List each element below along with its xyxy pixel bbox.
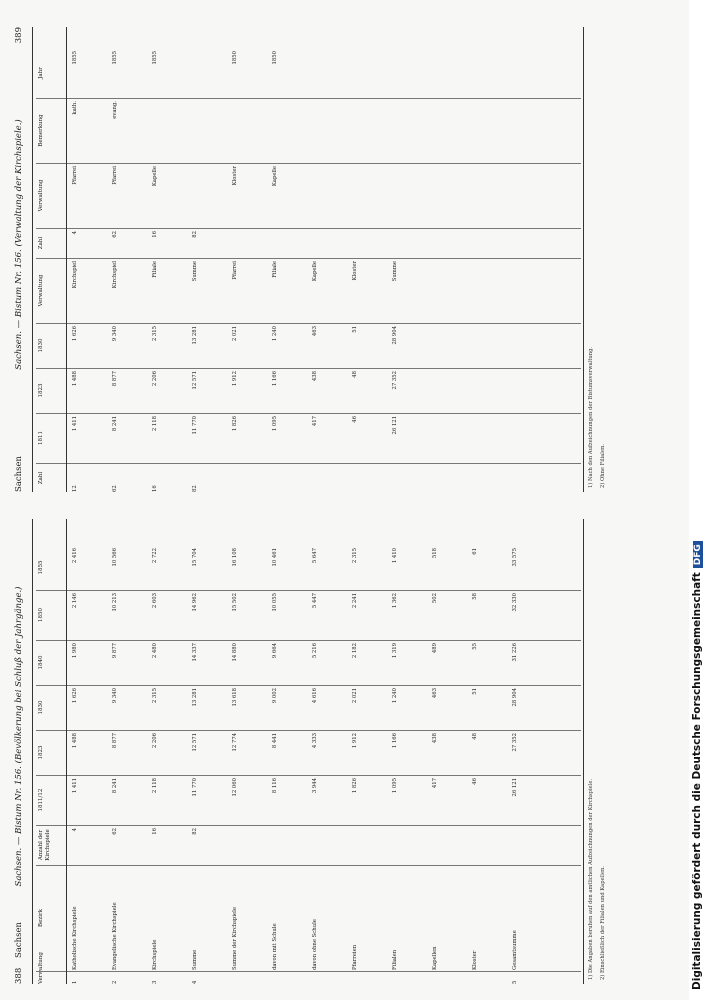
table-cell: 1 411: [72, 778, 78, 794]
table-cell: Kloster: [232, 166, 238, 186]
table-cell: 4: [72, 231, 78, 235]
table-cell: 32 330: [512, 593, 518, 612]
table-cell: 1 912: [232, 371, 238, 387]
table-cell: 1 319: [392, 643, 398, 659]
table-cell: 51: [352, 326, 358, 333]
table-row: [312, 27, 322, 492]
right-column-header: Zahl: [38, 236, 44, 250]
table-cell: 8 116: [272, 778, 278, 794]
table-cell: 463: [432, 688, 438, 699]
table-cell: 8 241: [112, 778, 118, 794]
table-cell: Katholische Kirchspiele: [72, 906, 78, 970]
table-cell: 16: [152, 485, 158, 492]
table-cell: 14 337: [192, 643, 198, 662]
table-cell: 2 603: [152, 593, 158, 609]
right-column-header: Zahl: [38, 471, 44, 485]
right-page-number: 389: [14, 27, 24, 44]
footnote-rule: [583, 27, 584, 492]
left-footnote-1: 1) Die Angaben beruhen auf den amtlichen Aufzeichnungen der Kirchspiele.: [588, 778, 594, 980]
table-cell: 1 411: [72, 416, 78, 432]
table-cell: 62: [112, 828, 118, 835]
table-cell: 463: [312, 326, 318, 337]
table-row: [152, 27, 162, 492]
table-cell: Kapelle: [312, 261, 318, 282]
table-cell: Pfarreien: [352, 944, 358, 970]
table-cell: 1 362: [392, 593, 398, 609]
table-cell: 438: [432, 733, 438, 744]
table-cell: Kirchspiel: [72, 261, 78, 289]
table-cell: 12 571: [192, 371, 198, 390]
table-cell: 1 912: [352, 733, 358, 749]
digitization-stamp: [689, 0, 707, 1000]
table-cell: 4 616: [312, 688, 318, 704]
stamp-text: Digitalisierung gefördert durch die Deutsche Forschungsgemeinschaft: [691, 572, 703, 990]
table-cell: 5 647: [312, 548, 318, 564]
table-row: [192, 519, 202, 984]
table-cell: 46: [472, 778, 478, 785]
table-row: [112, 27, 122, 492]
table-row: [352, 27, 362, 492]
table-cell: 8 877: [112, 371, 118, 387]
table-cell: 4: [72, 828, 78, 832]
table-cell: evang.: [112, 101, 118, 119]
table-cell: 1 410: [392, 548, 398, 564]
table-cell: Summe: [392, 261, 398, 282]
table-cell: 1 626: [72, 326, 78, 342]
table-cell: Evangelische Kirchspiele: [112, 902, 118, 970]
table-cell: 16 108: [232, 548, 238, 567]
table-cell: 28 904: [392, 326, 398, 345]
right-column-header: Jahr: [38, 67, 44, 79]
table-cell: 1855: [152, 51, 158, 65]
table-cell: 12: [72, 485, 78, 492]
table-cell: 26 121: [392, 416, 398, 435]
table-cell: 46: [352, 416, 358, 423]
table-cell: 10 055: [272, 593, 278, 612]
table-cell: 1850: [272, 51, 278, 65]
right-page-header-left: Sachsen: [14, 456, 24, 492]
table-cell: 12 060: [232, 778, 238, 797]
table-cell: 9 340: [112, 688, 118, 704]
table-cell: 13 281: [192, 326, 198, 345]
left-column-header: 1855: [38, 560, 44, 575]
right-page: [8, 27, 648, 492]
table-cell: 1 240: [272, 326, 278, 342]
table-row: [152, 519, 162, 984]
table-cell: Filialen: [392, 949, 398, 970]
table-cell: 14 880: [232, 643, 238, 662]
table-cell: 12 571: [192, 733, 198, 752]
table-cell: 9 664: [272, 643, 278, 659]
table-cell: 8 441: [272, 733, 278, 749]
table-cell: 8 241: [112, 416, 118, 432]
table-cell: 31 226: [512, 643, 518, 662]
table-cell: 9 002: [272, 688, 278, 704]
table-cell: 9 877: [112, 643, 118, 659]
table-row: [272, 519, 282, 984]
table-cell: 4: [192, 980, 198, 984]
header-rule: [32, 27, 33, 492]
table-cell: 2 206: [152, 371, 158, 387]
table-cell: Kirchspiel: [112, 261, 118, 289]
table-cell: Kapelle: [272, 166, 278, 187]
table-cell: 5: [512, 980, 518, 984]
table-cell: 13 618: [232, 688, 238, 707]
table-cell: 1 626: [72, 688, 78, 704]
table-cell: Filiale: [152, 261, 158, 278]
table-cell: 10 566: [112, 548, 118, 567]
table-cell: 61: [472, 548, 478, 555]
table-row: [112, 519, 122, 984]
table-cell: 2 206: [152, 733, 158, 749]
table-cell: 82: [192, 828, 198, 835]
table-cell: 16: [152, 231, 158, 238]
left-column-header: 1840: [38, 655, 44, 670]
table-cell: 82: [192, 485, 198, 492]
table-cell: 1850: [232, 51, 238, 65]
table-cell: 518: [432, 548, 438, 559]
table-cell: 1 095: [272, 416, 278, 432]
table-cell: 1: [72, 980, 78, 984]
column-header-rule: [66, 27, 67, 492]
table-cell: 2 416: [72, 548, 78, 564]
table-cell: Kapelle: [152, 166, 158, 187]
left-page-title: Sachsen. — Bistum Nr. 156. (Bevölkerung bei Schluß der Jahrgänge.): [14, 586, 24, 887]
table-cell: 2 021: [352, 688, 358, 704]
table-cell: 3: [152, 980, 158, 984]
table-cell: 489: [432, 643, 438, 654]
left-page-number: 388: [14, 967, 24, 984]
left-column-header: 1830: [38, 700, 44, 715]
table-cell: 82: [192, 231, 198, 238]
table-cell: Summe: [192, 949, 198, 970]
table-cell: 1 240: [392, 688, 398, 704]
table-cell: 5 447: [312, 593, 318, 609]
table-cell: 2 182: [352, 643, 358, 659]
table-cell: 11 770: [192, 778, 198, 797]
right-column-header: Bemerkung: [38, 114, 44, 147]
right-footnote-2: 2) Ohne Filialen.: [600, 443, 606, 488]
table-cell: Pfarrei: [232, 261, 238, 280]
table-cell: Summe: [192, 261, 198, 282]
table-cell: 5 216: [312, 643, 318, 659]
left-page: [8, 519, 648, 984]
table-cell: davon ohne Schule: [312, 919, 318, 970]
table-cell: 26 121: [512, 778, 518, 797]
table-cell: 1855: [112, 51, 118, 65]
left-page-header-left: Sachsen: [14, 922, 24, 958]
table-cell: 12 774: [232, 733, 238, 752]
dfg-logo: DFG: [693, 541, 703, 568]
table-cell: 417: [432, 778, 438, 789]
table-cell: 51: [472, 688, 478, 695]
table-cell: 1 826: [232, 416, 238, 432]
table-row: [312, 519, 322, 984]
table-cell: 2 315: [352, 548, 358, 564]
right-column-header: 1823: [38, 383, 44, 398]
table-row: [472, 519, 482, 984]
table-cell: Kapellen: [432, 946, 438, 970]
left-column-header: Anzahl der Kirchspiele: [38, 829, 51, 861]
table-cell: 2 722: [152, 548, 158, 564]
left-column-header: 1823: [38, 745, 44, 760]
left-column-header: Verwaltung: [38, 952, 44, 984]
table-cell: 2: [112, 980, 118, 984]
right-footnote-1: 1) Nach den Aufzeichnungen der Bistumsverwaltung.: [588, 346, 594, 488]
table-cell: 58: [472, 593, 478, 600]
table-cell: 1855: [72, 51, 78, 65]
table-cell: 2 315: [152, 688, 158, 704]
table-cell: 1 166: [272, 371, 278, 387]
table-cell: 2 118: [152, 416, 158, 432]
table-row: [512, 519, 522, 984]
table-cell: 1 488: [72, 371, 78, 387]
table-cell: 27 352: [392, 371, 398, 390]
table-row: [272, 27, 282, 492]
table-row: [192, 27, 202, 492]
left-column-header: 1811/12: [38, 788, 44, 812]
footnote-rule: [583, 519, 584, 984]
table-cell: Kirchspiele: [152, 939, 158, 970]
table-row: [392, 27, 402, 492]
table-cell: Filiale: [272, 261, 278, 278]
table-cell: 3 944: [312, 778, 318, 794]
table-cell: kath.: [72, 101, 78, 115]
table-cell: 1 826: [352, 778, 358, 794]
table-row: [432, 519, 442, 984]
left-page-header: [14, 519, 30, 984]
table-cell: 15 704: [192, 548, 198, 567]
table-row: [72, 519, 82, 984]
table-cell: 33 575: [512, 548, 518, 567]
right-page-title: Sachsen. — Bistum Nr. 156. (Verwaltung der Kirchspiele.): [14, 119, 24, 370]
table-cell: 2 021: [232, 326, 238, 342]
table-cell: 2 118: [152, 778, 158, 794]
right-column-header: Verwaltung: [38, 179, 44, 212]
left-footnote-2: 2) Einschließlich der Filialen und Kapellen.: [600, 865, 606, 980]
table-cell: 417: [312, 416, 318, 427]
table-cell: 15 502: [232, 593, 238, 612]
table-cell: 2 146: [72, 593, 78, 609]
table-cell: 48: [472, 733, 478, 740]
table-cell: Kloster: [472, 950, 478, 970]
table-cell: 2 241: [352, 593, 358, 609]
table-cell: 1 166: [392, 733, 398, 749]
rotated-spread: [8, 24, 648, 984]
table-cell: 27 352: [512, 733, 518, 752]
left-column-header: Bezirk: [38, 909, 44, 927]
table-cell: Kloster: [352, 261, 358, 281]
table-cell: 11 770: [192, 416, 198, 435]
table-cell: Gesamtsumme: [512, 930, 518, 970]
table-cell: davon mit Schule: [272, 923, 278, 970]
table-cell: 55: [472, 643, 478, 650]
left-column-header: 1850: [38, 608, 44, 622]
table-cell: 14 962: [192, 593, 198, 612]
table-row: [352, 519, 362, 984]
table-cell: 502: [432, 593, 438, 604]
table-cell: 62: [112, 485, 118, 492]
table-cell: 48: [352, 371, 358, 378]
table-cell: Summe der Kirchspiele: [232, 907, 238, 970]
table-cell: Pfarrei: [72, 166, 78, 185]
table-row: [392, 519, 402, 984]
table-cell: 2 480: [152, 643, 158, 659]
table-cell: 4 333: [312, 733, 318, 749]
table-cell: 9 340: [112, 326, 118, 342]
table-row: [72, 27, 82, 492]
right-column-header: 1811: [38, 431, 44, 445]
right-column-header: 1830: [38, 338, 44, 353]
table-cell: 1 980: [72, 643, 78, 659]
table-row: [232, 27, 242, 492]
table-cell: Pfarrei: [112, 166, 118, 185]
table-cell: 10 461: [272, 548, 278, 567]
table-cell: 8 877: [112, 733, 118, 749]
table-cell: 1 095: [392, 778, 398, 794]
table-cell: 16: [152, 828, 158, 835]
table-row: [232, 519, 242, 984]
header-rule: [32, 519, 33, 984]
right-column-header: Verwaltung: [38, 274, 44, 307]
table-cell: 28 904: [512, 688, 518, 707]
table-cell: 1 488: [72, 733, 78, 749]
right-page-header: [14, 27, 30, 492]
table-cell: 10 213: [112, 593, 118, 612]
table-cell: 62: [112, 231, 118, 238]
table-cell: 438: [312, 371, 318, 382]
column-header-rule: [66, 519, 67, 984]
table-cell: 2 315: [152, 326, 158, 342]
table-cell: 13 281: [192, 688, 198, 707]
